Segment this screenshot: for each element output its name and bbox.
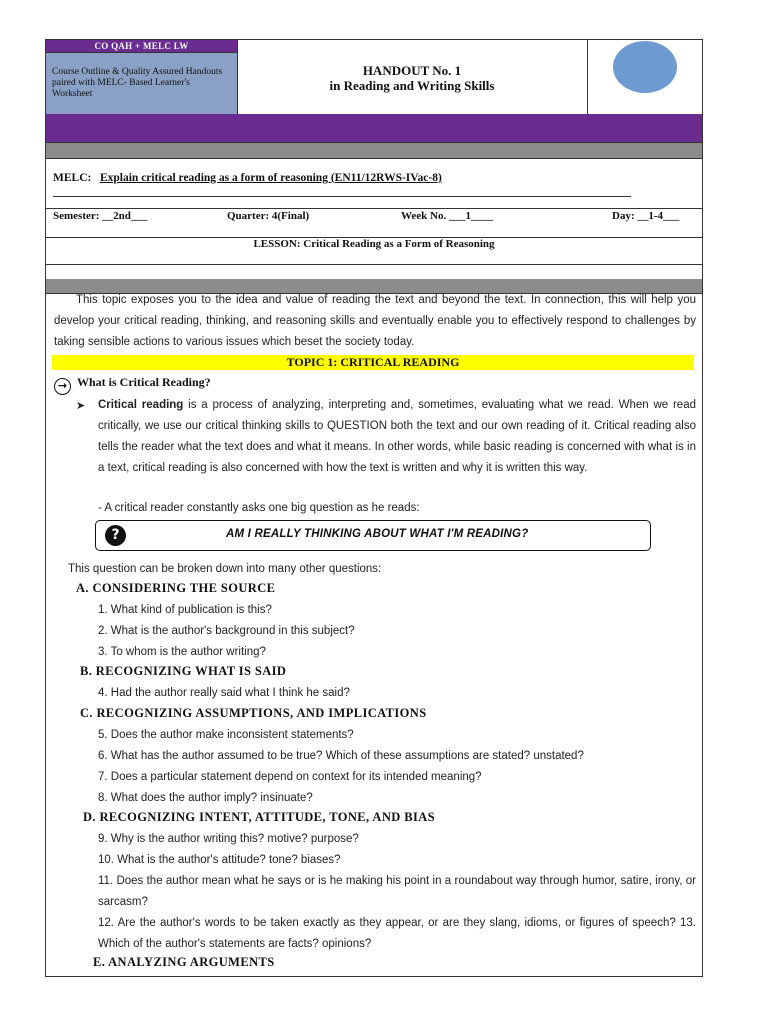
question-12: 12. Are the author's words to be taken exactly as they appear, or are they slang, idioms, or figures of speech? 13. Which of the author's statements are facts? opinions? <box>98 917 696 950</box>
arrow-bullet-icon: ➤ <box>76 399 86 412</box>
big-question-callout <box>95 520 651 551</box>
melc-label: MELC: <box>53 172 92 184</box>
code-description: Course Outline & Quality Assured Handouts paired with MELC- Based Learner's Worksheet <box>46 52 237 142</box>
day-field: Day: __1-4___ <box>612 210 680 222</box>
broken-down-note: This question can be broken down into many other questions: <box>68 563 382 575</box>
quarter-field: Quarter: 4(Final) <box>227 210 310 222</box>
critical-reader-note: - A critical reader constantly asks one big question as he reads: <box>98 502 420 514</box>
question-2: 2. What is the author's background in this subject? <box>98 625 355 637</box>
school-logo-icon <box>613 41 677 93</box>
melc-statement <box>53 172 442 184</box>
what-is-heading <box>54 375 211 395</box>
topic-heading: TOPIC 1: CRITICAL READING <box>52 355 694 370</box>
big-question-text: AM I REALLY THINKING ABOUT WHAT I'M READING? <box>226 528 529 540</box>
handout-subject: in Reading and Writing Skills <box>329 78 495 93</box>
question-1: 1. What kind of publication is this? <box>98 604 272 616</box>
definition-term: Critical reading <box>98 399 184 411</box>
handout-page <box>45 39 703 977</box>
melc-row <box>46 158 702 209</box>
schedule-row <box>46 208 702 238</box>
question-mark-icon: ? <box>105 525 126 546</box>
question-10: 10. What is the author's attitude? tone? biases? <box>98 854 341 866</box>
question-6: 6. What has the author assumed to be true? Which of these assumptions are stated? unstated? <box>98 750 584 762</box>
handout-title <box>237 63 587 93</box>
section-b-heading: B. RECOGNIZING WHAT IS SAID <box>80 664 287 678</box>
intro-paragraph <box>54 290 696 353</box>
question-3: 3. To whom is the author writing? <box>98 646 266 658</box>
header-title-cell <box>237 40 588 114</box>
purple-band <box>46 114 702 142</box>
definition-body: is a process of analyzing, interpreting and, sometimes, evaluating what we read. When we read critically, we use our critical thinking skills to QUESTION both the text and our own reading of it. Critical reading also tells the reader what the text does and what it means. In other words, while basic reading is concerned with what is in a text, critical reading is also concerned with how the text is written and why it is written this way. <box>98 399 696 474</box>
section-d-heading: D. RECOGNIZING INTENT, ATTITUDE, TONE, AND BIAS <box>83 810 435 824</box>
question-7: 7. Does a particular statement depend on context for its intended meaning? <box>98 771 482 783</box>
definition-paragraph <box>98 395 696 479</box>
question-5: 5. Does the author make inconsistent statements? <box>98 729 354 741</box>
question-11: 11. Does the author mean what he says or is he making his point in a roundabout way through humor, satire, irony, or sarcasm? <box>98 875 696 908</box>
semester-field: Semester: __2nd___ <box>53 210 148 222</box>
header-logo-cell <box>587 40 703 114</box>
section-c-heading: C. RECOGNIZING ASSUMPTIONS, AND IMPLICATIONS <box>80 706 427 720</box>
blank-row <box>46 264 702 280</box>
question-9: 9. Why is the author writing this? motive? purpose? <box>98 833 359 845</box>
lesson-title: LESSON: Critical Reading as a Form of Reasoning <box>46 237 702 265</box>
question-4: 4. Had the author really said what I think he said? <box>98 687 350 699</box>
melc-competency: Explain critical reading as a form of reasoning (EN11/12RWS-IVac-8) <box>99 172 442 184</box>
gray-divider-top <box>46 142 702 159</box>
question-8: 8. What does the author imply? insinuate? <box>98 792 313 804</box>
code-label: CO QAH + MELC LW <box>46 40 237 52</box>
arrow-circle-icon: → <box>54 378 71 395</box>
melc-underline <box>53 196 631 197</box>
week-field: Week No. ___1____ <box>401 210 493 222</box>
section-e-heading: E. ANALYZING ARGUMENTS <box>93 955 275 969</box>
what-is-text: What is Critical Reading? <box>77 375 211 389</box>
handout-number: HANDOUT No. 1 <box>362 63 462 78</box>
intro-text: This topic exposes you to the idea and value of reading the text and beyond the text. In connection, this will help you develop your critical reading, thinking, and reasoning skills and eventually enable you to effectively respond to challenges by taking sensible actions to various issues which beset the society today. <box>54 294 696 348</box>
section-a-heading: A. CONSIDERING THE SOURCE <box>76 581 276 595</box>
